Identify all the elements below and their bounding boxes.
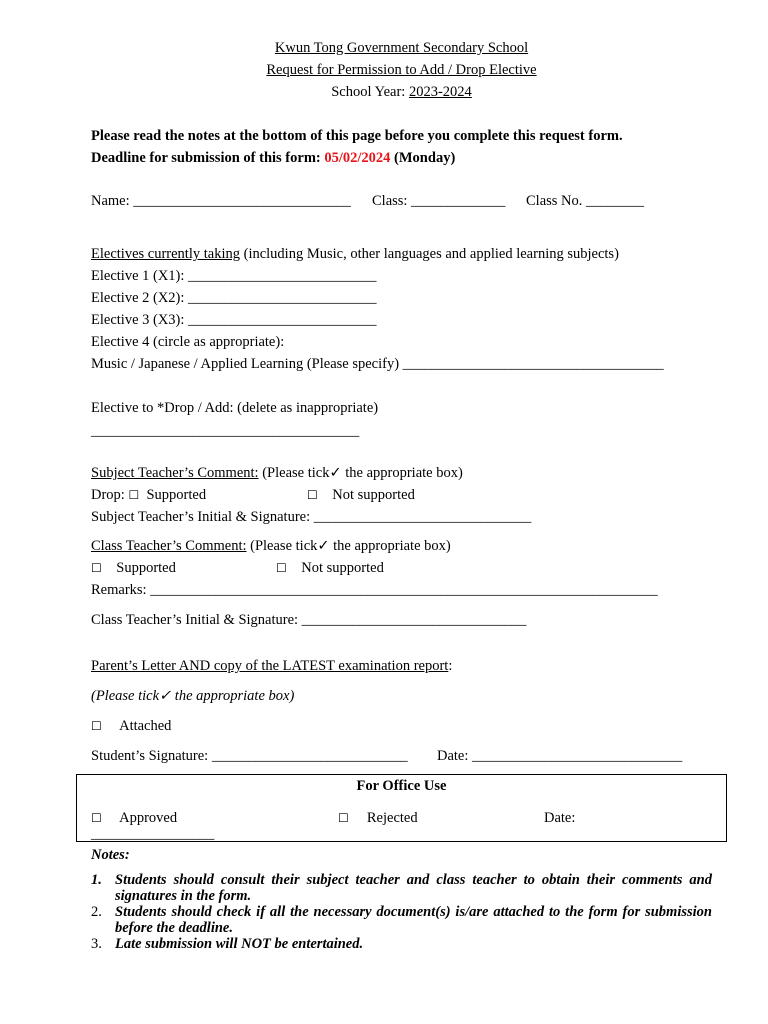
note-item xyxy=(91,936,712,952)
subject-teacher-drop-row xyxy=(91,486,206,504)
supported-option-label: Supported xyxy=(116,560,176,576)
class-teacher-not-supported xyxy=(276,559,384,577)
rejected-option-label: Rejected xyxy=(366,810,418,826)
school-year-value: 2023-2024 xyxy=(408,84,472,100)
parent-letter-heading-text: Parent’s Letter AND copy of the LATEST examination report xyxy=(91,658,449,674)
checkbox-icon[interactable]: ☐ xyxy=(338,811,349,825)
class-teacher-signature-field[interactable]: Class Teacher’s Initial & Signature: _______________________________ xyxy=(91,612,527,628)
checkbox-icon[interactable]: ☐ xyxy=(91,811,102,825)
deadline xyxy=(91,149,455,167)
class-teacher-heading-text: Class Teacher’s Comment: xyxy=(91,538,247,554)
class-teacher-heading xyxy=(91,537,451,555)
deadline-date: 05/02/2024 xyxy=(324,150,391,166)
checkbox-icon[interactable]: ☐ xyxy=(91,719,102,733)
note-number: 1. xyxy=(91,872,102,888)
notes-list xyxy=(91,872,712,952)
student-signature-field[interactable]: Student’s Signature: ___________________________ xyxy=(91,748,408,764)
name-field[interactable]: Name: ______________________________ xyxy=(91,193,351,209)
office-date-label: Date: xyxy=(544,810,576,826)
checkbox-icon[interactable]: ☐ xyxy=(91,561,102,575)
note-number: 2. xyxy=(91,904,102,920)
school-year-label: School Year: xyxy=(331,84,409,100)
class-teacher-instruction: (Please tick✓ the appropriate box) xyxy=(246,538,451,554)
class-field[interactable]: Class: _____________ xyxy=(372,193,506,209)
school-name: Kwun Tong Government Secondary School xyxy=(274,40,529,56)
subject-teacher-heading-text: Subject Teacher’s Comment: xyxy=(91,465,259,481)
subject-teacher-signature-field[interactable]: Subject Teacher’s Initial & Signature: ______________________________ xyxy=(91,509,532,525)
class-no-field[interactable]: Class No. ________ xyxy=(526,193,645,209)
drop-add-field[interactable]: _____________________________________ xyxy=(91,423,360,439)
subject-teacher-not-supported xyxy=(307,486,415,504)
drop-label: Drop: xyxy=(91,487,129,503)
note-item xyxy=(91,872,712,904)
electives-heading xyxy=(91,245,619,263)
intro-notice: Please read the notes at the bottom of this page before you complete this request form. xyxy=(91,128,623,144)
checkbox-icon[interactable]: ☐ xyxy=(307,488,318,502)
office-use-title: For Office Use xyxy=(356,778,447,794)
checkbox-icon[interactable]: ☐ xyxy=(276,561,287,575)
not-supported-option-label: Not supported xyxy=(332,487,415,503)
form-title: Request for Permission to Add / Drop Elective xyxy=(266,62,537,78)
elective-4-options[interactable]: Music / Japanese / Applied Learning (Please specify) ____________________________________ xyxy=(91,356,664,372)
subject-teacher-instruction: (Please tick✓ the appropriate box) xyxy=(258,465,463,481)
parent-letter-colon: : xyxy=(448,658,453,674)
school-year xyxy=(0,83,768,101)
drop-add-label: Elective to *Drop / Add: (delete as inappropriate) xyxy=(91,400,379,416)
deadline-day: (Monday) xyxy=(390,150,456,166)
attached-option-label: Attached xyxy=(119,718,172,734)
remarks-field[interactable]: Remarks: ______________________________________________________________________ xyxy=(91,582,658,598)
rejected-option xyxy=(338,809,418,827)
supported-option-label: Supported xyxy=(146,487,207,503)
electives-heading-text: Electives currently taking xyxy=(91,246,240,262)
student-date-field[interactable]: Date: _____________________________ xyxy=(437,748,683,764)
note-item xyxy=(91,904,712,936)
elective-1-field[interactable]: Elective 1 (X1): __________________________ xyxy=(91,268,377,284)
note-text: Students should consult their subject teacher and class teacher to obtain their comments and signatures in the form. xyxy=(115,872,712,904)
notes-title: Notes: xyxy=(91,847,130,863)
subject-teacher-heading xyxy=(91,464,463,482)
note-number: 3. xyxy=(91,936,102,952)
not-supported-option-label: Not supported xyxy=(301,560,384,576)
note-text: Students should check if all the necessary document(s) is/are attached to the form for submission before the deadline. xyxy=(115,904,712,936)
note-text: Late submission will NOT be entertained. xyxy=(115,936,364,952)
approved-option-label: Approved xyxy=(119,810,178,826)
attached-option xyxy=(91,717,171,735)
checkbox-icon[interactable]: ☐ xyxy=(128,488,140,502)
parent-letter-instruction: (Please tick✓ the appropriate box) xyxy=(91,688,295,704)
elective-3-field[interactable]: Elective 3 (X3): __________________________ xyxy=(91,312,377,328)
parent-letter-heading xyxy=(91,657,452,675)
elective-4-label: Elective 4 (circle as appropriate): xyxy=(91,334,285,350)
elective-2-field[interactable]: Elective 2 (X2): __________________________ xyxy=(91,290,377,306)
electives-heading-note: (including Music, other languages and applied learning subjects) xyxy=(239,246,619,262)
deadline-label: Deadline for submission of this form: xyxy=(91,150,325,166)
class-teacher-supported xyxy=(91,559,176,577)
office-date-field[interactable]: _________________ xyxy=(91,826,215,842)
